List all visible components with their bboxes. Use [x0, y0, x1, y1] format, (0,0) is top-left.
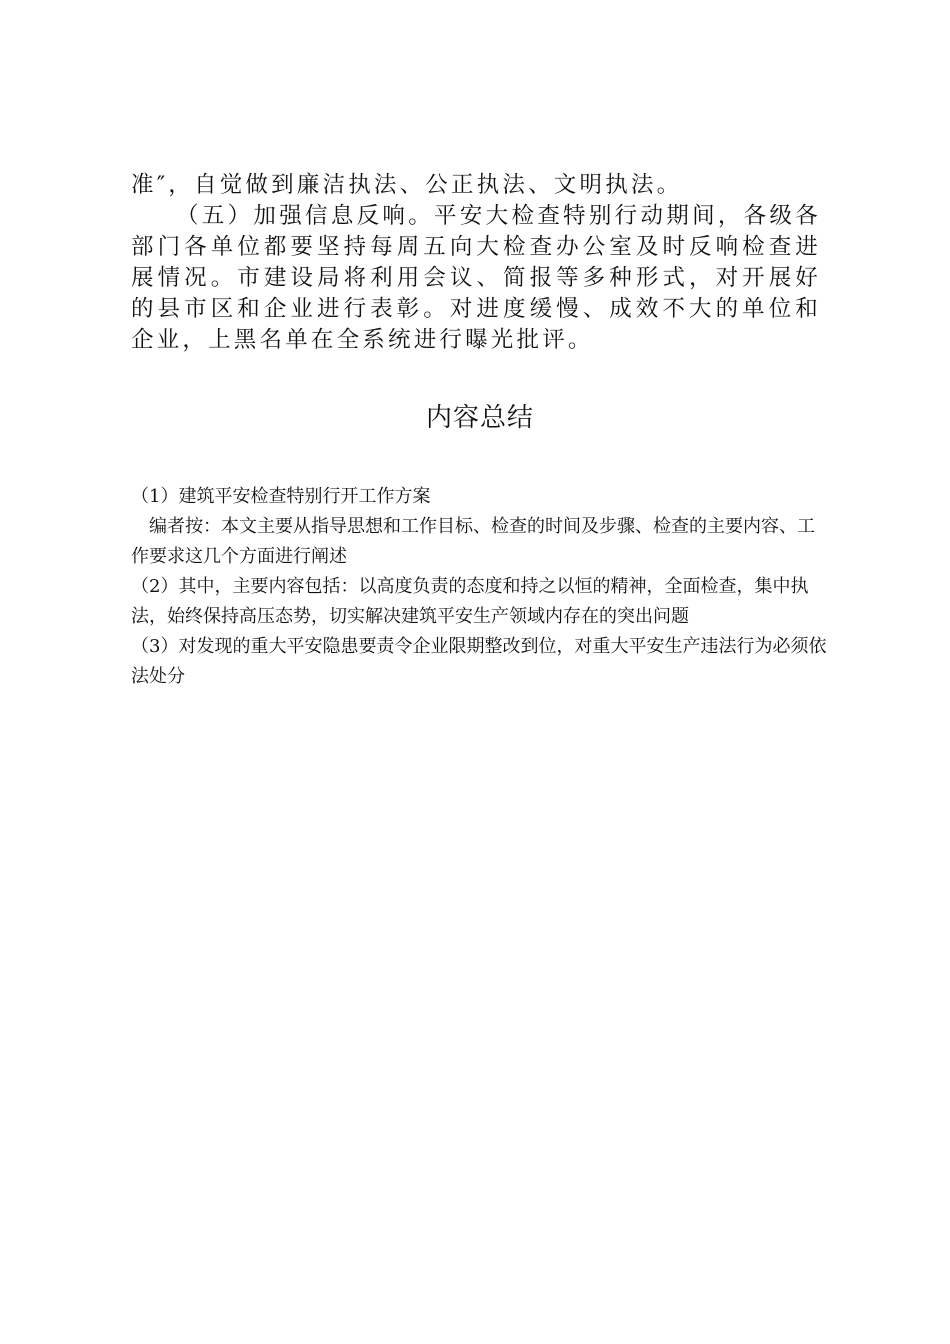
body-text: [131, 170, 821, 356]
summary-list: [131, 482, 831, 692]
body-paragraph-continuation: 准″，自觉做到廉洁执法、公正执法、文明执法。: [131, 172, 683, 198]
summary-item-1: （1）建筑平安检查特别行开工作方案: [131, 486, 431, 507]
summary-title: 内容总结: [425, 403, 534, 433]
body-paragraph-info-feedback: （五）加强信息反响。平安大检查特别行动期间，各级各部门各单位都要坚持每周五向大检查办公室及时反响检查进展情况。市建设局将利用会议、简报等多种形式，对开展好的县市区和企业进行表彰。对进度缓慢、成效不大的单位和企业，上黑名单在全系统进行曝光批评。: [131, 203, 821, 353]
summary-item-2: （2）其中，主要内容包括：以高度负责的态度和持之以恒的精神，全面检查，集中执法，始终保持高压态势，切实解决建筑平安生产领域内存在的突出问题: [131, 576, 809, 627]
summary-item-3: （3）对发现的重大平安隐患要责令企业限期整改到位，对重大平安生产违法行为必须依法处分: [131, 636, 827, 687]
summary-editor-note: 编者按：本文主要从指导思想和工作目标、检查的时间及步骤、检查的主要内容、工作要求这几个方面进行阐述: [131, 516, 815, 567]
